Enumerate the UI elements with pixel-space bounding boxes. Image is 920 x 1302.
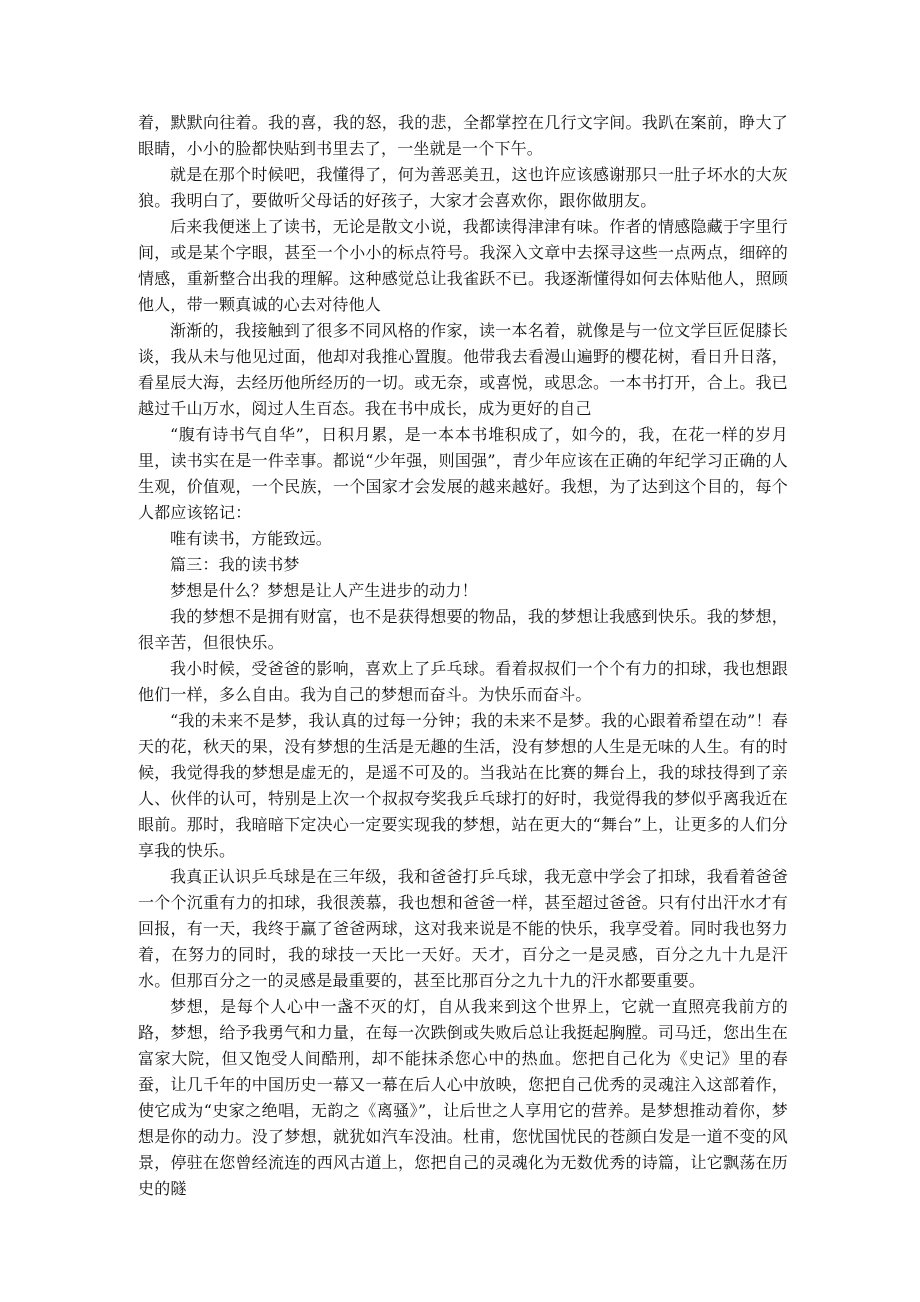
paragraph: 唯有读书，方能致远。 <box>170 529 333 548</box>
paragraph-continuation: 着，默默向往着。我的喜，我的怒，我的悲，全都掌控在几行文字间。我趴在案前，睁大了眼睛，小小的脸都快贴到书里去了，一坐就是一个下午。 <box>138 113 788 158</box>
paragraph: 我的梦想不是拥有财富，也不是获得想要的物品，我的梦想让我感到快乐。我的梦想，很辛苦，但很快乐。 <box>138 607 788 652</box>
paragraph: 我小时候，受爸爸的影响，喜欢上了乒乓球。看着叔叔们一个个有力的扣球，我也想跟他们一样，多么自由。我为自己的梦想而奋斗。为快乐而奋斗。 <box>138 659 788 704</box>
paragraph: 渐渐的，我接触到了很多不同风格的作家，读一本名着，就像是与一位文学巨匠促膝长谈，我从未与他见过面，他却对我推心置腹。他带我去看漫山遍野的樱花树，看日升日落，看星辰大海，去经历他所经历的一切。或无奈，或喜悦，或思念。一本书打开，合上。我已越过千山万水，阅过人生百态。我在书中成长，成为更好的自己 <box>138 321 788 418</box>
paragraph: 梦想是什么？梦想是让人产生进步的动力！ <box>170 581 478 600</box>
document-body <box>138 110 788 1202</box>
paragraph: 梦想，是每个人心中一盏不灭的灯，自从我来到这个世界上，它就一直照亮我前方的路，梦想，给予我勇气和力量，在每一次跌倒或失败后总让我挺起胸膛。司马迁，您出生在富家大院，但又饱受人间酷刑，却不能抹杀您心中的热血。您把自己化为《史记》里的春蚕，让几千年的中国历史一幕又一幕在后人心中放映，您把自己优秀的灵魂注入这部着作，使它成为“史家之绝唱，无韵之《离骚》”，让后世之人享用它的营养。是梦想推动着你，梦想是你的动力。没了梦想，就犹如汽车没油。杜甫，您忧国忧民的苍颜白发是一道不变的风景，停驻在您曾经流连的西风古道上，您把自己的灵魂化为无数优秀的诗篇，让它飘荡在历史的隧 <box>138 997 788 1198</box>
paragraph: 后来我便迷上了读书，无论是散文小说，我都读得津津有味。作者的情感隐藏于字里行间，或是某个字眼，甚至一个小小的标点符号。我深入文章中去探寻这些一点两点，细碎的情感，重新整合出我的理解。这种感觉总让我雀跃不已。我逐渐懂得如何去体贴他人，照顾他人，带一颗真诚的心去对待他人 <box>138 217 788 314</box>
paragraph: 就是在那个时候吧，我懂得了，何为善恶美丑，这也许应该感谢那只一肚子坏水的大灰狼。我明白了，要做听父母话的好孩子，大家才会喜欢你，跟你做朋友。 <box>138 165 788 210</box>
paragraph: 我真正认识乒乓球是在三年级，我和爸爸打乒乓球，我无意中学会了扣球，我看着爸爸一个个沉重有力的扣球，我很羡慕，我也想和爸爸一样，甚至超过爸爸。只有付出汗水才有回报，有一天，我终于赢了爸爸两球，这对我来说是不能的快乐，我享受着。同时我也努力着，在努力的同时，我的球技一天比一天好。天才，百分之一是灵感，百分之九十九是汗水。但那百分之一的灵感是最重要的，甚至比那百分之九十九的汗水都要重要。 <box>138 867 788 990</box>
section-heading: 篇三：我的读书梦 <box>170 555 300 574</box>
paragraph: “我的未来不是梦，我认真的过每一分钟；我的未来不是梦。我的心跟着希望在动”！春天的花，秋天的果，没有梦想的生活是无趣的生活，没有梦想的人生是无味的人生。有的时候，我觉得我的梦想是虚无的，是遥不可及的。当我站在比赛的舞台上，我的球技得到了亲人、伙伴的认可，特别是上次一个叔叔夸奖我乒乓球打的好时，我觉得我的梦似乎离我近在眼前。那时，我暗暗下定决心一定要实现我的梦想，站在更大的“舞台”上，让更多的人们分享我的快乐。 <box>138 711 788 860</box>
paragraph: “腹有诗书气自华”，日积月累，是一本本书堆积成了，如今的，我，在花一样的岁月里，读书实在是一件幸事。都说“少年强，则国强”，青少年应该在正确的年纪学习正确的人生观，价值观，一个民族，一个国家才会发展的越来越好。我想，为了达到这个目的，每个人都应该铭记： <box>138 425 788 522</box>
